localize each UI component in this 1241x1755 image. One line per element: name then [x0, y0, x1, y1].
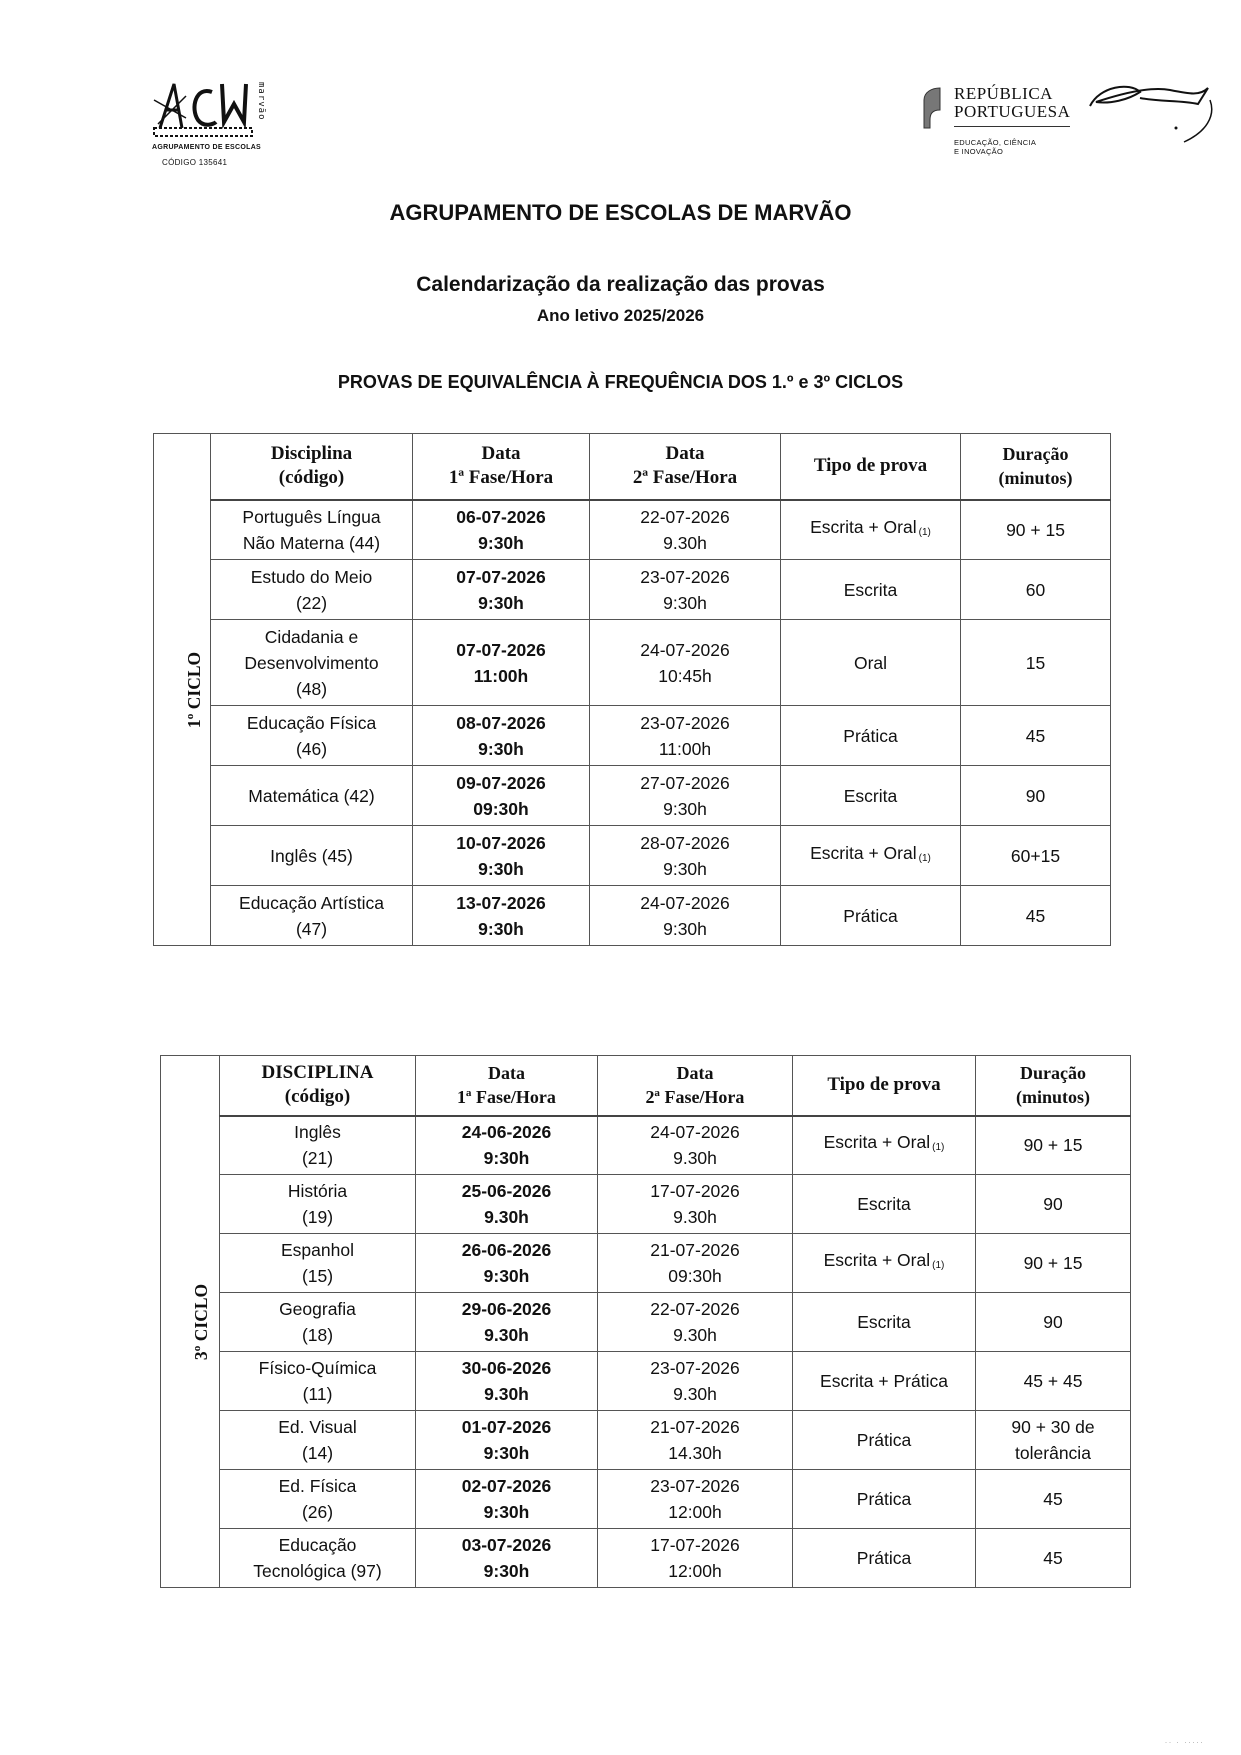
- school-logo-icon: [152, 78, 256, 142]
- cell-duracao: 45: [961, 706, 1111, 766]
- cell-disciplina: Estudo do Meio (22): [211, 560, 413, 620]
- cell-fase2: 23-07-2026 12:00h: [598, 1470, 793, 1529]
- cell-tipo: Prática: [793, 1529, 976, 1588]
- section-title: PROVAS DE EQUIVALÊNCIA À FREQUÊNCIA DOS 1.º e 3º CICLOS: [337, 372, 904, 392]
- table-row: [161, 1116, 1131, 1175]
- ministry-line2: E INOVAÇÃO: [954, 147, 1004, 156]
- cell-duracao: 60+15: [961, 826, 1111, 886]
- cell-duracao: 45: [976, 1470, 1131, 1529]
- school-logo: [152, 78, 272, 170]
- cell-fase2: 23-07-2026 9:30h: [590, 560, 781, 620]
- cell-tipo: Prática: [781, 706, 961, 766]
- header-disciplina: DISCIPLINA (código): [220, 1056, 416, 1116]
- cell-tipo: Escrita + Oral (1): [793, 1234, 976, 1293]
- cell-disciplina: Espanhol (15): [220, 1234, 416, 1293]
- cell-fase1: 30-06-2026 9.30h: [416, 1352, 598, 1411]
- gov-logo-line2: PORTUGUESA: [954, 102, 1070, 127]
- header-fase1: Data 1ª Fase/Hora: [413, 434, 590, 500]
- cell-fase1: 09-07-2026 09:30h: [413, 766, 590, 826]
- header-fase1: Data 1ª Fase/Hora: [416, 1056, 598, 1116]
- cell-fase1: 10-07-2026 9:30h: [413, 826, 590, 886]
- cell-fase2: 28-07-2026 9:30h: [590, 826, 781, 886]
- cell-tipo: Prática: [793, 1411, 976, 1470]
- scan-artifact: ·· · ·····: [1165, 1740, 1205, 1746]
- cell-fase2: 24-07-2026 9.30h: [598, 1116, 793, 1175]
- cell-disciplina: Português Língua Não Materna (44): [211, 500, 413, 560]
- cell-fase1: 01-07-2026 9:30h: [416, 1411, 598, 1470]
- school-year: Ano letivo 2025/2026: [536, 306, 705, 325]
- cell-duracao: 90 + 15: [961, 500, 1111, 560]
- gov-logo-line1: REPÚBLICA: [954, 84, 1053, 103]
- table-row: [161, 1293, 1131, 1352]
- table-row: [161, 1352, 1131, 1411]
- cell-tipo: Escrita: [793, 1175, 976, 1234]
- table-row: [154, 826, 1111, 886]
- cell-fase1: 24-06-2026 9:30h: [416, 1116, 598, 1175]
- header-tipo: Tipo de prova: [793, 1056, 976, 1116]
- table-row: [154, 886, 1111, 946]
- cell-tipo: Escrita + Oral (1): [781, 500, 961, 560]
- cell-fase1: 29-06-2026 9.30h: [416, 1293, 598, 1352]
- ciclo-label: 3º CICLO: [161, 1056, 220, 1588]
- page-title: AGRUPAMENTO DE ESCOLAS DE MARVÃO: [389, 200, 852, 225]
- cell-fase2: 23-07-2026 9.30h: [598, 1352, 793, 1411]
- table-row: [161, 1234, 1131, 1293]
- cell-tipo: Prática: [781, 886, 961, 946]
- cell-duracao: 90 + 15: [976, 1116, 1131, 1175]
- cell-disciplina: Educação Artística (47): [211, 886, 413, 946]
- cell-fase1: 25-06-2026 9.30h: [416, 1175, 598, 1234]
- cell-fase2: 22-07-2026 9.30h: [590, 500, 781, 560]
- ministry-line1: EDUCAÇÃO, CIÊNCIA: [954, 138, 1037, 147]
- cell-disciplina: História (19): [220, 1175, 416, 1234]
- cell-tipo: Oral: [781, 620, 961, 706]
- cell-disciplina: Inglês (45): [211, 826, 413, 886]
- cell-tipo: Escrita: [781, 560, 961, 620]
- cell-duracao: 90: [976, 1175, 1131, 1234]
- exam-table-1-ciclo: [153, 433, 1111, 946]
- cell-fase1: 26-06-2026 9:30h: [416, 1234, 598, 1293]
- table-header-row: [154, 434, 1111, 500]
- cell-duracao: 60: [961, 560, 1111, 620]
- cell-fase2: 22-07-2026 9.30h: [598, 1293, 793, 1352]
- school-logo-subtitle: AGRUPAMENTO DE ESCOLAS: [152, 144, 262, 151]
- table-row: [154, 706, 1111, 766]
- cell-disciplina: Ed. Visual (14): [220, 1411, 416, 1470]
- cell-duracao: 90 + 15: [976, 1234, 1131, 1293]
- cell-fase1: 07-07-2026 11:00h: [413, 620, 590, 706]
- footnote-ref: (1): [918, 526, 931, 538]
- cell-disciplina: Inglês (21): [220, 1116, 416, 1175]
- table-row: [154, 766, 1111, 826]
- cell-tipo: Escrita + Oral (1): [781, 826, 961, 886]
- footnote-ref: (1): [932, 1142, 945, 1154]
- table-header-row: [161, 1056, 1131, 1116]
- cell-tipo: Escrita: [781, 766, 961, 826]
- exam-table-3-ciclo: [160, 1055, 1131, 1588]
- cell-duracao: 45: [976, 1529, 1131, 1588]
- school-code: CÓDIGO 135641: [162, 158, 228, 167]
- cell-fase2: 17-07-2026 12:00h: [598, 1529, 793, 1588]
- cell-fase2: 27-07-2026 9:30h: [590, 766, 781, 826]
- cell-disciplina: Educação Tecnológica (97): [220, 1529, 416, 1588]
- table-row: [161, 1175, 1131, 1234]
- cell-fase1: 07-07-2026 9:30h: [413, 560, 590, 620]
- cell-disciplina: Educação Física (46): [211, 706, 413, 766]
- table-row: [161, 1529, 1131, 1588]
- cell-fase1: 06-07-2026 9:30h: [413, 500, 590, 560]
- school-logo-vertical-text: marvão: [256, 82, 266, 121]
- cell-fase1: 13-07-2026 9:30h: [413, 886, 590, 946]
- footnote-ref: (1): [918, 852, 931, 864]
- table-row: [154, 500, 1111, 560]
- cell-tipo: Escrita + Oral (1): [793, 1116, 976, 1175]
- ciclo-label: 1º CICLO: [154, 434, 211, 946]
- header-disciplina: Disciplina (código): [211, 434, 413, 500]
- cell-duracao: 90 + 30 de tolerância: [976, 1411, 1131, 1470]
- table-row: [161, 1411, 1131, 1470]
- cell-duracao: 45: [961, 886, 1111, 946]
- cell-tipo: Escrita: [793, 1293, 976, 1352]
- cell-fase2: 24-07-2026 10:45h: [590, 620, 781, 706]
- cell-disciplina: Físico-Química (11): [220, 1352, 416, 1411]
- header-duracao: Duração (minutos): [976, 1056, 1131, 1116]
- cell-duracao: 15: [961, 620, 1111, 706]
- table-row: [154, 620, 1111, 706]
- cell-fase1: 03-07-2026 9:30h: [416, 1529, 598, 1588]
- cell-fase2: 21-07-2026 09:30h: [598, 1234, 793, 1293]
- cell-tipo: Escrita + Prática: [793, 1352, 976, 1411]
- cell-fase2: 23-07-2026 11:00h: [590, 706, 781, 766]
- cell-disciplina: Cidadania e Desenvolvimento (48): [211, 620, 413, 706]
- cell-tipo: Prática: [793, 1470, 976, 1529]
- cell-fase1: 08-07-2026 9:30h: [413, 706, 590, 766]
- cell-disciplina: Matemática (42): [211, 766, 413, 826]
- cell-fase1: 02-07-2026 9:30h: [416, 1470, 598, 1529]
- cell-disciplina: Ed. Física (26): [220, 1470, 416, 1529]
- cell-disciplina: Geografia (18): [220, 1293, 416, 1352]
- footnote-ref: (1): [932, 1260, 945, 1271]
- cell-fase2: 17-07-2026 9.30h: [598, 1175, 793, 1234]
- header-tipo: Tipo de prova: [781, 434, 961, 500]
- signature-icon: [1080, 76, 1220, 146]
- header-fase2: Data 2ª Fase/Hora: [590, 434, 781, 500]
- cell-duracao: 90: [976, 1293, 1131, 1352]
- table-row: [154, 560, 1111, 620]
- header-fase2: Data 2ª Fase/Hora: [598, 1056, 793, 1116]
- cell-fase2: 21-07-2026 14.30h: [598, 1411, 793, 1470]
- page-subtitle: Calendarização da realização das provas: [416, 273, 825, 296]
- cell-duracao: 45 + 45: [976, 1352, 1131, 1411]
- republic-emblem-icon: [920, 86, 942, 130]
- cell-duracao: 90: [961, 766, 1111, 826]
- cell-fase2: 24-07-2026 9:30h: [590, 886, 781, 946]
- header-duracao: Duração (minutos): [961, 434, 1111, 500]
- table-row: [161, 1470, 1131, 1529]
